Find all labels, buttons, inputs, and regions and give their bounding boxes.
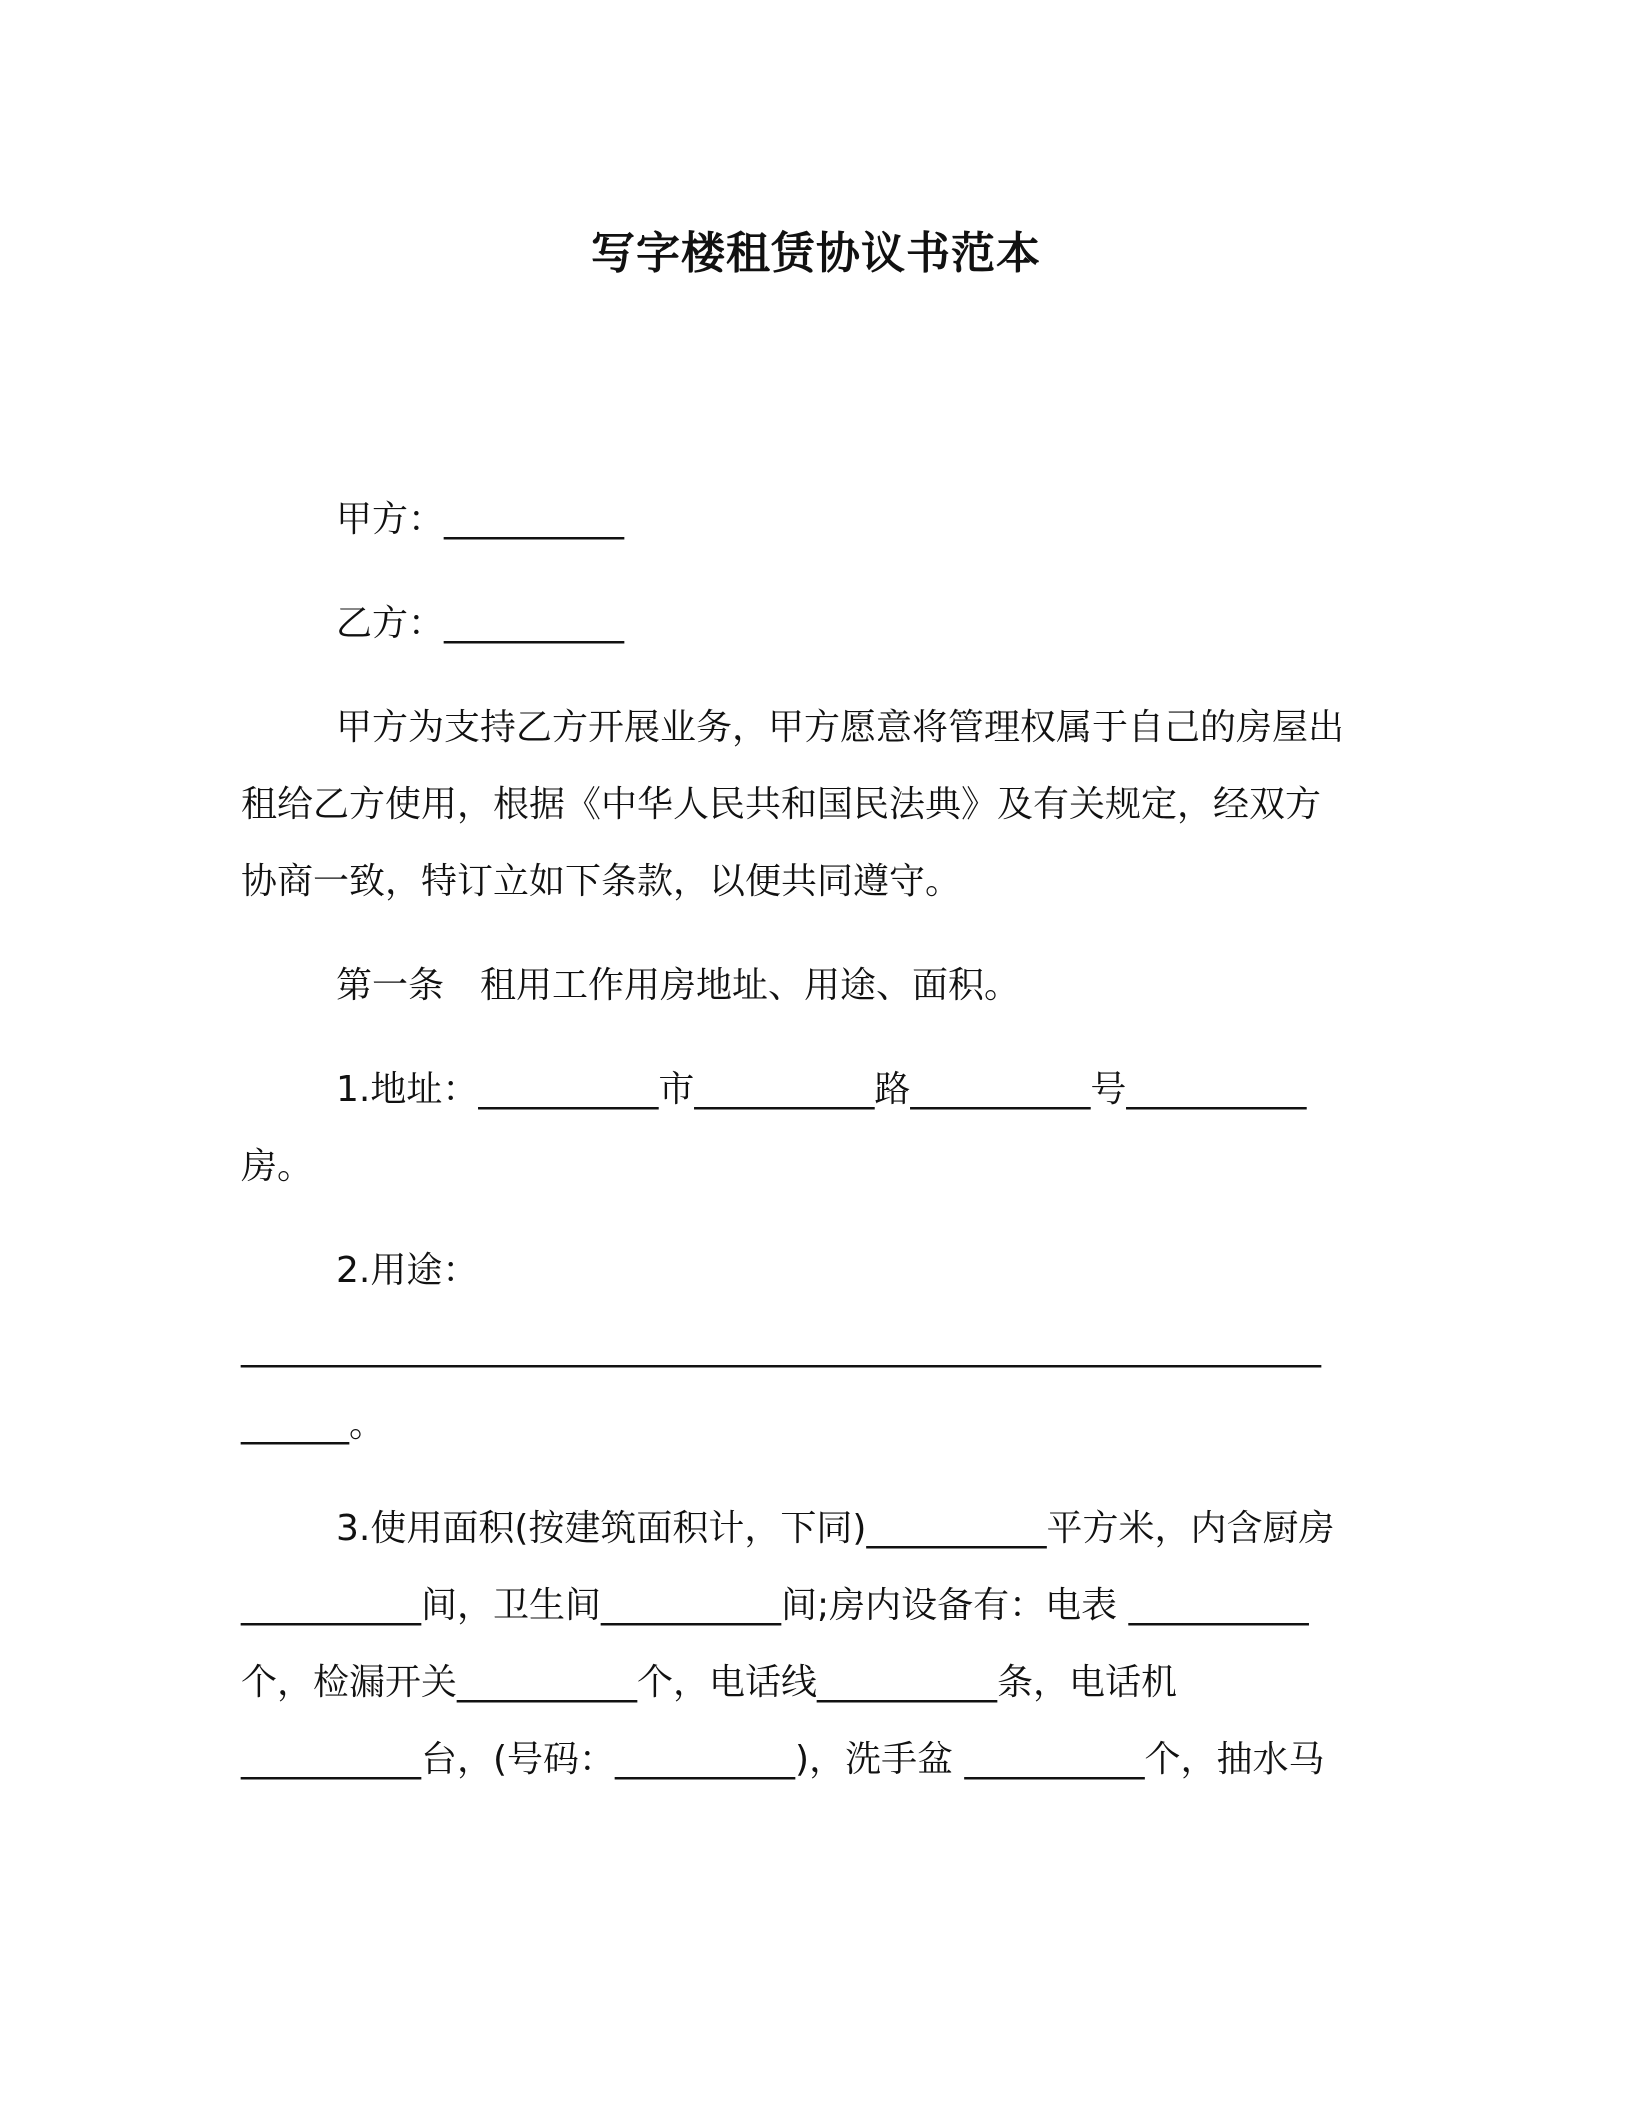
area-line-1: 3.使用面积(按建筑面积计，下同)__________平方米，内含厨房	[336, 1508, 1335, 1549]
area-line-4: __________台，(号码：__________)，洗手盆 __________个，抽水马	[241, 1739, 1325, 1780]
usage-line: 2.用途：	[336, 1250, 479, 1291]
usage-blank-line-2: ______。	[241, 1404, 386, 1445]
area-line-2: __________间，卫生间__________间;房内设备有：电表 __________	[241, 1585, 1309, 1626]
usage-blank-line-1: ____________________________________________________________	[241, 1327, 1321, 1368]
document-title: 写字楼租赁协议书范本	[591, 228, 1041, 279]
address-line-end: 房。	[241, 1146, 314, 1187]
area-line-3: 个，检漏开关__________个，电话线__________条，电话机	[241, 1662, 1178, 1703]
address-line: 1.地址：__________市__________路__________号__________	[336, 1069, 1307, 1110]
preamble-line-1: 甲方为支持乙方开展业务，甲方愿意将管理权属于自己的房屋出	[336, 707, 1345, 748]
article-one-heading: 第一条 租用工作用房地址、用途、面积。	[336, 965, 1021, 1006]
preamble-line-2: 租给乙方使用，根据《中华人民共和国民法典》及有关规定，经双方	[241, 784, 1322, 825]
party-b-line: 乙方：__________	[336, 603, 625, 644]
preamble-line-3: 协商一致，特订立如下条款，以便共同遵守。	[241, 861, 962, 902]
party-a-line: 甲方：__________	[336, 499, 625, 540]
